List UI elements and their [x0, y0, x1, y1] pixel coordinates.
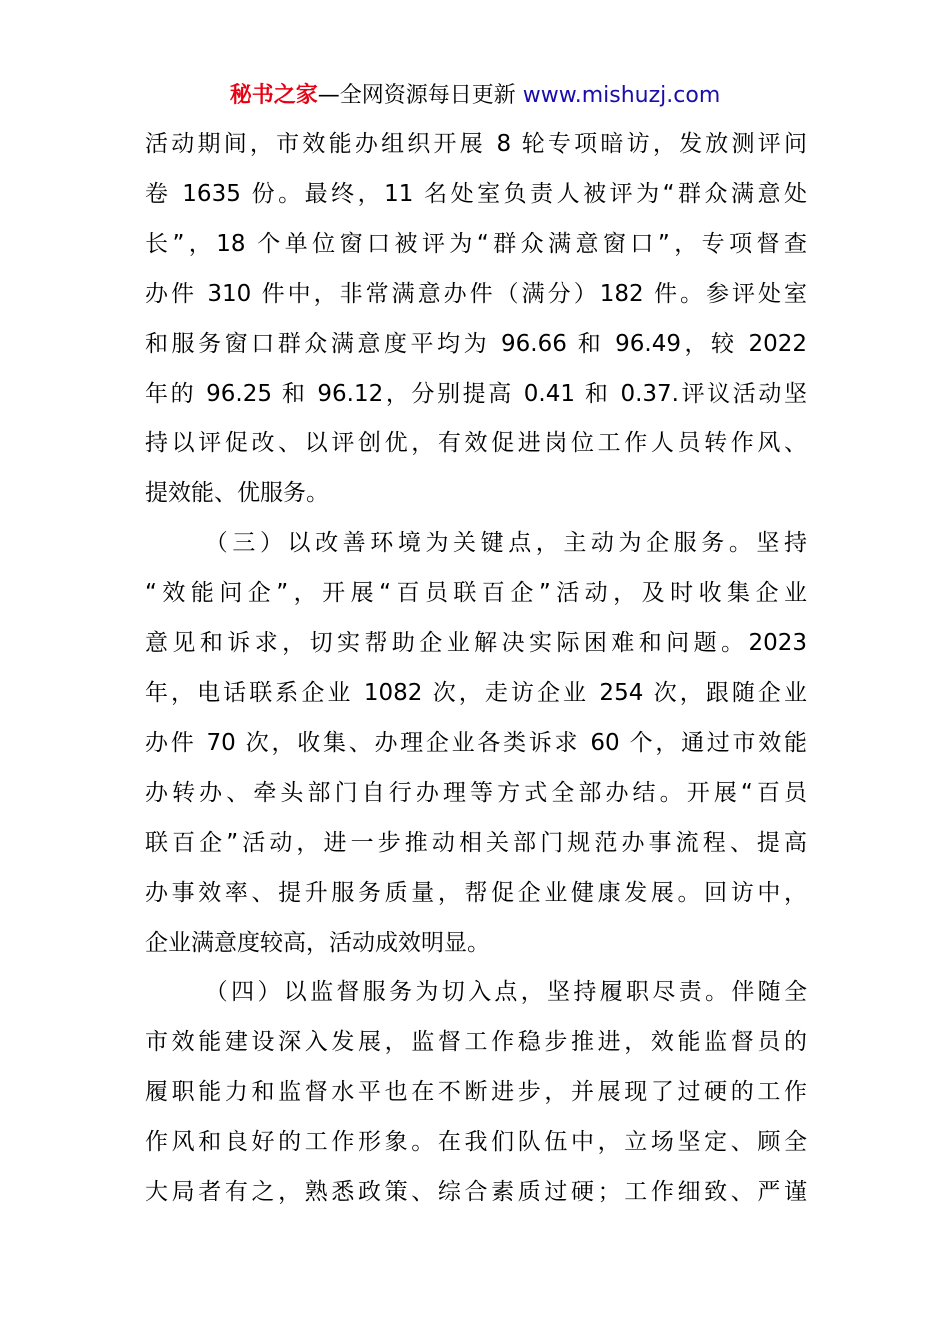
text-line: 提效能、优服务。	[145, 480, 329, 507]
site-url-link[interactable]: www.mishuzj.com	[522, 83, 721, 108]
text-line: 履职能力和监督水平也在不断进步，并展现了过硬的工作	[145, 1079, 807, 1106]
text-line: （四）以监督服务为切入点，坚持履职尽责。伴随全	[204, 979, 807, 1006]
text-line: 意见和诉求，切实帮助企业解决实际困难和问题。2023	[145, 630, 807, 657]
text-line: 办事效率、提升服务质量，帮促企业健康发展。回访中，	[145, 879, 807, 906]
text-line: “效能问企”，开展“百员联百企”活动，及时收集企业	[145, 580, 807, 607]
text-line: 联百企”活动，进一步推动相关部门规范办事流程、提高	[145, 829, 807, 856]
paragraph-3	[145, 968, 807, 1218]
text-line: 大局者有之，熟悉政策、综合素质过硬；工作细致、严谨	[145, 1179, 807, 1206]
text-line: 和服务窗口群众满意度平均为 96.66 和 96.49，较 2022	[145, 330, 807, 357]
text-line: 办件 310 件中，非常满意办件（满分）182 件。参评处室	[145, 280, 807, 307]
text-line: 作风和良好的工作形象。在我们队伍中，立场坚定、顾全	[145, 1129, 807, 1156]
site-brand: 秘书之家	[229, 83, 318, 108]
text-line: 卷 1635 份。最终，11 名处室负责人被评为“群众满意处	[145, 180, 807, 207]
text-line: （三）以改善环境为关键点，主动为企服务。坚持	[204, 530, 807, 557]
paragraph-1	[145, 120, 807, 519]
text-line: 市效能建设深入发展，监督工作稳步推进，效能监督员的	[145, 1029, 807, 1056]
text-line: 长”，18 个单位窗口被评为“群众满意窗口”，专项督查	[145, 230, 807, 257]
text-line: 年的 96.25 和 96.12，分别提高 0.41 和 0.37.评议活动坚	[145, 380, 807, 407]
paragraph-2	[145, 519, 807, 968]
text-line: 办转办、牵头部门自行办理等方式全部办结。开展“百员	[145, 779, 807, 806]
text-line: 办件 70 次，收集、办理企业各类诉求 60 个，通过市效能	[145, 729, 807, 756]
text-line: 活动期间，市效能办组织开展 8 轮专项暗访，发放测评问	[145, 131, 807, 157]
text-line: 年，电话联系企业 1082 次，走访企业 254 次，跟随企业	[145, 679, 807, 706]
site-header	[0, 80, 950, 112]
site-tagline: —全网资源每日更新	[317, 83, 516, 108]
text-line: 持以评促改、以评创优，有效促进岗位工作人员转作风、	[145, 430, 807, 457]
text-line: 企业满意度较高，活动成效明显。	[145, 929, 490, 956]
document-body	[145, 120, 807, 1218]
